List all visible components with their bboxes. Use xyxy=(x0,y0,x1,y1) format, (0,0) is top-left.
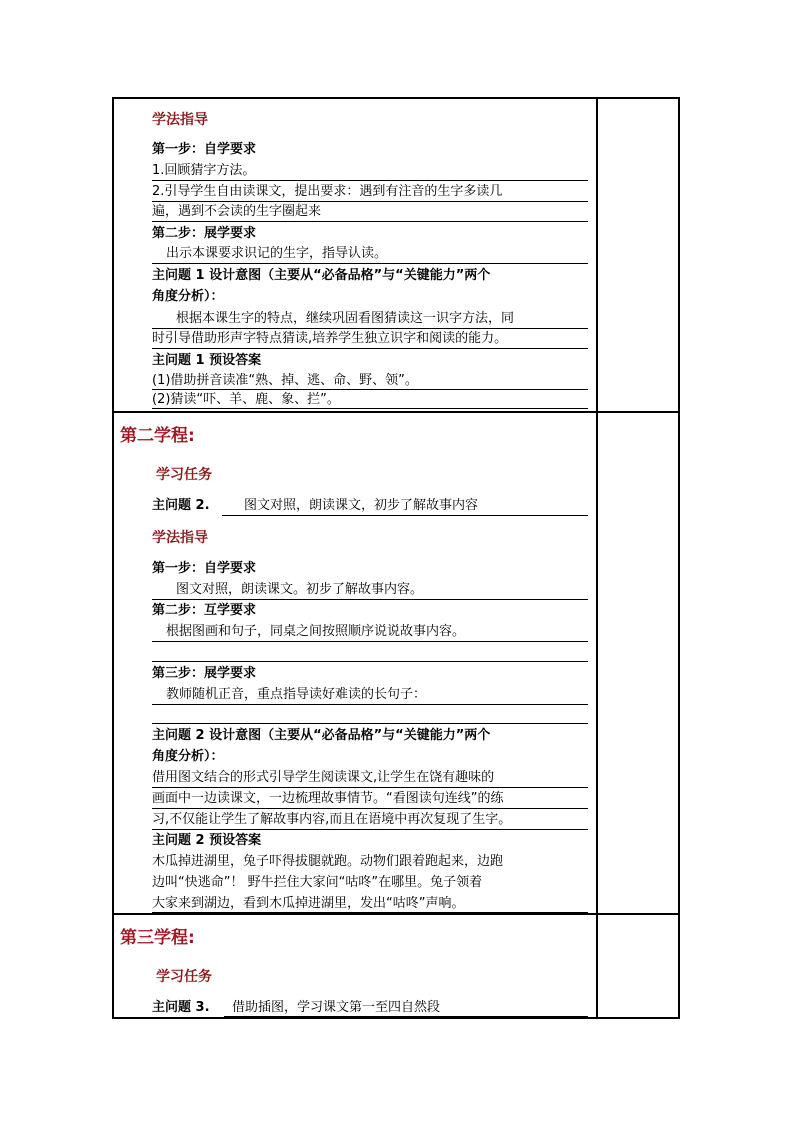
step1-line2b-1: 遍，遇到不会读的生字圈起来 xyxy=(152,204,322,219)
underline xyxy=(152,180,588,181)
step1-title-1: 第一步：自学要求 xyxy=(152,142,257,157)
underline xyxy=(152,829,588,830)
method-heading-2: 学法指导 xyxy=(152,530,208,546)
row-divider-1 xyxy=(114,411,678,413)
underline xyxy=(152,808,588,809)
underline xyxy=(152,723,588,724)
underline xyxy=(152,328,588,329)
step2-title-2: 第二步：互学要求 xyxy=(152,603,257,618)
underline xyxy=(152,787,588,788)
method-heading-1: 学法指导 xyxy=(152,112,208,128)
underline xyxy=(224,1016,588,1017)
answer-line2-2: 边叫“快逃命”！ 野牛拦住大家问“咕咚”在哪里。兔子领着 xyxy=(152,875,483,890)
underline xyxy=(152,912,588,913)
answer-line1-2: 木瓜掉进湖里，兔子吓得拔腿就跑。动物们跟着跑起来，边跑 xyxy=(152,854,504,869)
step2-line1-2: 根据图画和句子，同桌之间按照顺序说说故事内容。 xyxy=(166,624,466,639)
intent-line3-2: 习,不仅能让学生了解故事内容,而且在语境中再次复现了生字。 xyxy=(152,812,512,827)
row-divider-2 xyxy=(114,913,678,915)
step1-line2a-1: 2.引导学生自由读课文，提出要求：遇到有注音的生字多读几 xyxy=(152,184,503,199)
intent-title-a-2: 主问题 2 设计意图（主要从“必备品格”与“关键能力”两个 xyxy=(152,728,491,743)
underline xyxy=(152,408,588,409)
step2-line1-1: 出示本课要求识记的生字，指导认读。 xyxy=(166,246,388,261)
task-heading-2: 学习任务 xyxy=(156,467,212,483)
underline xyxy=(152,599,588,600)
underline xyxy=(222,515,588,516)
intent-line1-1: 根据本课生字的特点，继续巩固看图猜读这一识字方法，同 xyxy=(176,311,515,326)
step1-title-2: 第一步：自学要求 xyxy=(152,561,257,576)
step1-line1-2: 图文对照，朗读课文。初步了解故事内容。 xyxy=(176,582,424,597)
underline xyxy=(152,348,588,349)
underline xyxy=(152,263,588,264)
underline xyxy=(152,201,588,202)
underline xyxy=(152,704,588,705)
answer-line3-2: 大家来到湖边，看到木瓜掉进湖里，发出“咕咚”声响。 xyxy=(152,896,465,911)
column-divider xyxy=(596,99,598,1017)
underline xyxy=(152,641,588,642)
task-heading-3: 学习任务 xyxy=(156,969,212,985)
answer-line1-1: (1)借助拼音读准“熟、掉、逃、命、野、领”。 xyxy=(152,373,418,388)
intent-line1-2: 借用图文结合的形式引导学生阅读课文,让学生在饶有趣味的 xyxy=(152,770,495,785)
step1-line1-1: 1.回顾猜字方法。 xyxy=(152,163,256,178)
lesson-plan-table xyxy=(112,97,680,1019)
intent-title-a-1: 主问题 1 设计意图（主要从“必备品格”与“关键能力”两个 xyxy=(152,268,491,283)
underline xyxy=(152,389,588,390)
main-question-label-2: 主问题 2. xyxy=(152,498,210,513)
intent-line2-2: 画面中一边读课文，一边梳理故事情节。“看图读句连线”的练 xyxy=(152,791,504,806)
main-question-label-3: 主问题 3. xyxy=(152,1000,210,1015)
step2-title-1: 第二步：展学要求 xyxy=(152,226,257,241)
underline xyxy=(152,661,588,662)
step3-title-2: 第三步：展学要求 xyxy=(152,666,257,681)
intent-title-b-1: 角度分析）： xyxy=(152,289,224,304)
section2-title: 第二学程: xyxy=(120,426,195,446)
answer-title-2: 主问题 2 预设答案 xyxy=(152,833,262,848)
answer-line2-1: (2)猜读“吓、羊、鹿、象、拦”。 xyxy=(152,392,340,407)
section3-title: 第三学程: xyxy=(120,928,195,948)
intent-title-b-2: 角度分析）： xyxy=(152,749,224,764)
answer-title-1: 主问题 1 预设答案 xyxy=(152,353,262,368)
main-question-text-2: 图文对照，朗读课文，初步了解故事内容 xyxy=(244,498,479,513)
intent-line2-1: 时引导借助形声字特点猜读,培养学生独立识字和阅读的能力。 xyxy=(152,331,508,346)
underline xyxy=(152,221,588,222)
step3-line1-2: 教师随机正音，重点指导读好难读的长句子： xyxy=(166,687,427,702)
main-question-text-3: 借助插图，学习课文第一至四自然段 xyxy=(232,1000,441,1015)
